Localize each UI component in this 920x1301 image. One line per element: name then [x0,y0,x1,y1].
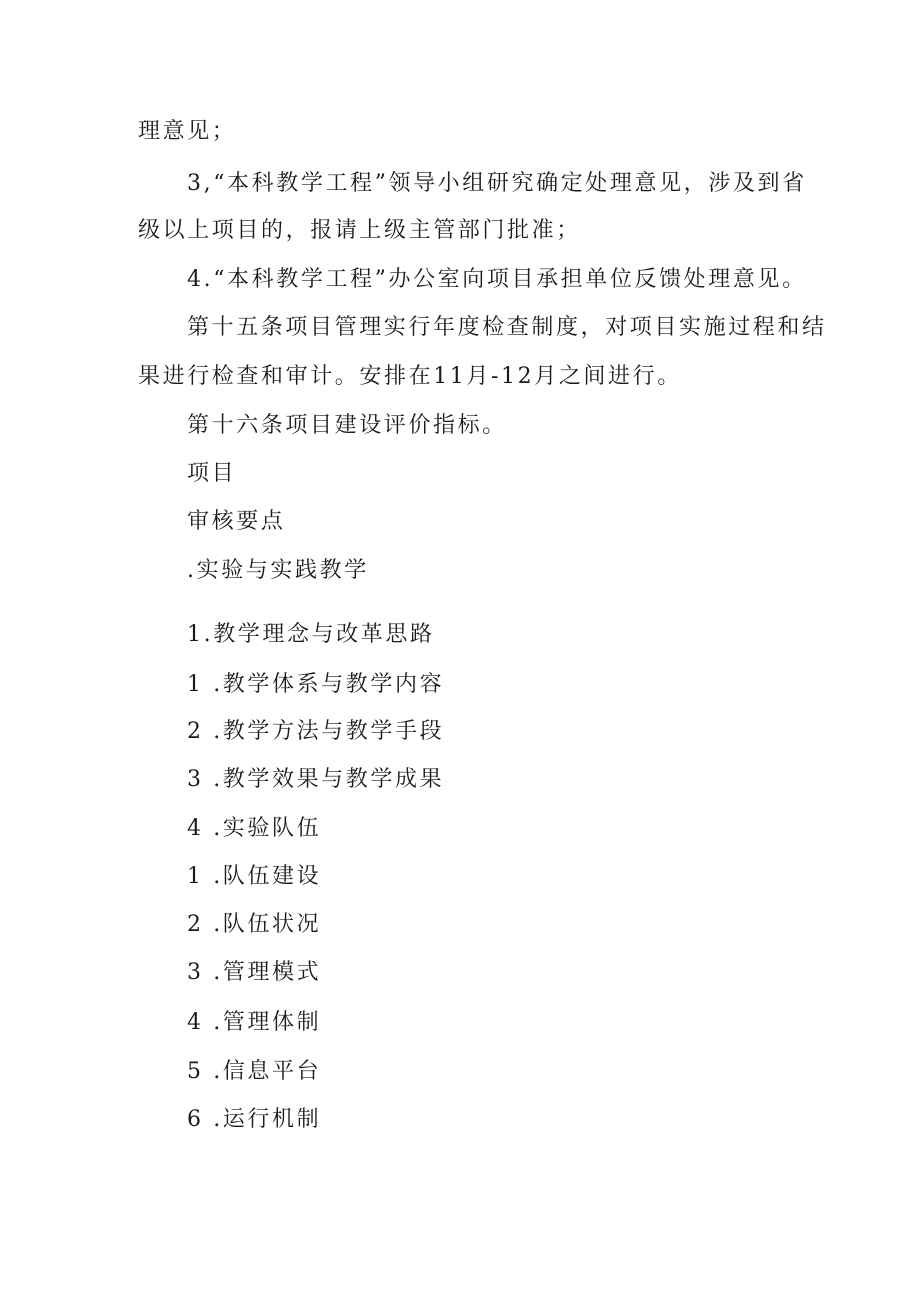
paragraph-line: 6 .运行机制 [187,1107,322,1132]
paragraph-line: 理意见； [138,119,237,144]
paragraph-line: .实验与实践教学 [187,558,369,583]
paragraph-line: 2 .教学方法与教学手段 [187,719,445,744]
paragraph-line: 4.“本科教学工程”办公室向项目承担单位反馈处理意见。 [187,267,807,292]
paragraph-line: 3,“本科教学工程”领导小组研究确定处理意见，涉及到省 [187,171,807,196]
paragraph-line: 4 .实验队伍 [187,816,322,841]
paragraph-line: 审核要点 [187,509,286,534]
paragraph-line: 项目 [187,461,237,486]
paragraph-line: 3 .教学效果与教学成果 [187,767,445,792]
paragraph-line: 第十五条项目管理实行年度检查制度，对项目实施过程和结 [187,315,827,340]
paragraph-line: 4 .管理体制 [187,1010,322,1035]
paragraph-line: 1 .教学体系与教学内容 [187,672,445,697]
paragraph-line: 1.教学理念与改革思路 [187,622,435,647]
paragraph-line: 5 .信息平台 [187,1059,322,1084]
paragraph-line: 2 .队伍状况 [187,912,322,937]
paragraph-line: 3 .管理模式 [187,960,322,985]
paragraph-line: 果进行检查和审计。安排在11月-12月之间进行。 [138,364,682,389]
paragraph-line: 第十六条项目建设评价指标。 [187,413,507,438]
paragraph-line: 级以上项目的，报请上级主管部门批准； [138,218,581,243]
paragraph-line: 1 .队伍建设 [187,864,322,889]
